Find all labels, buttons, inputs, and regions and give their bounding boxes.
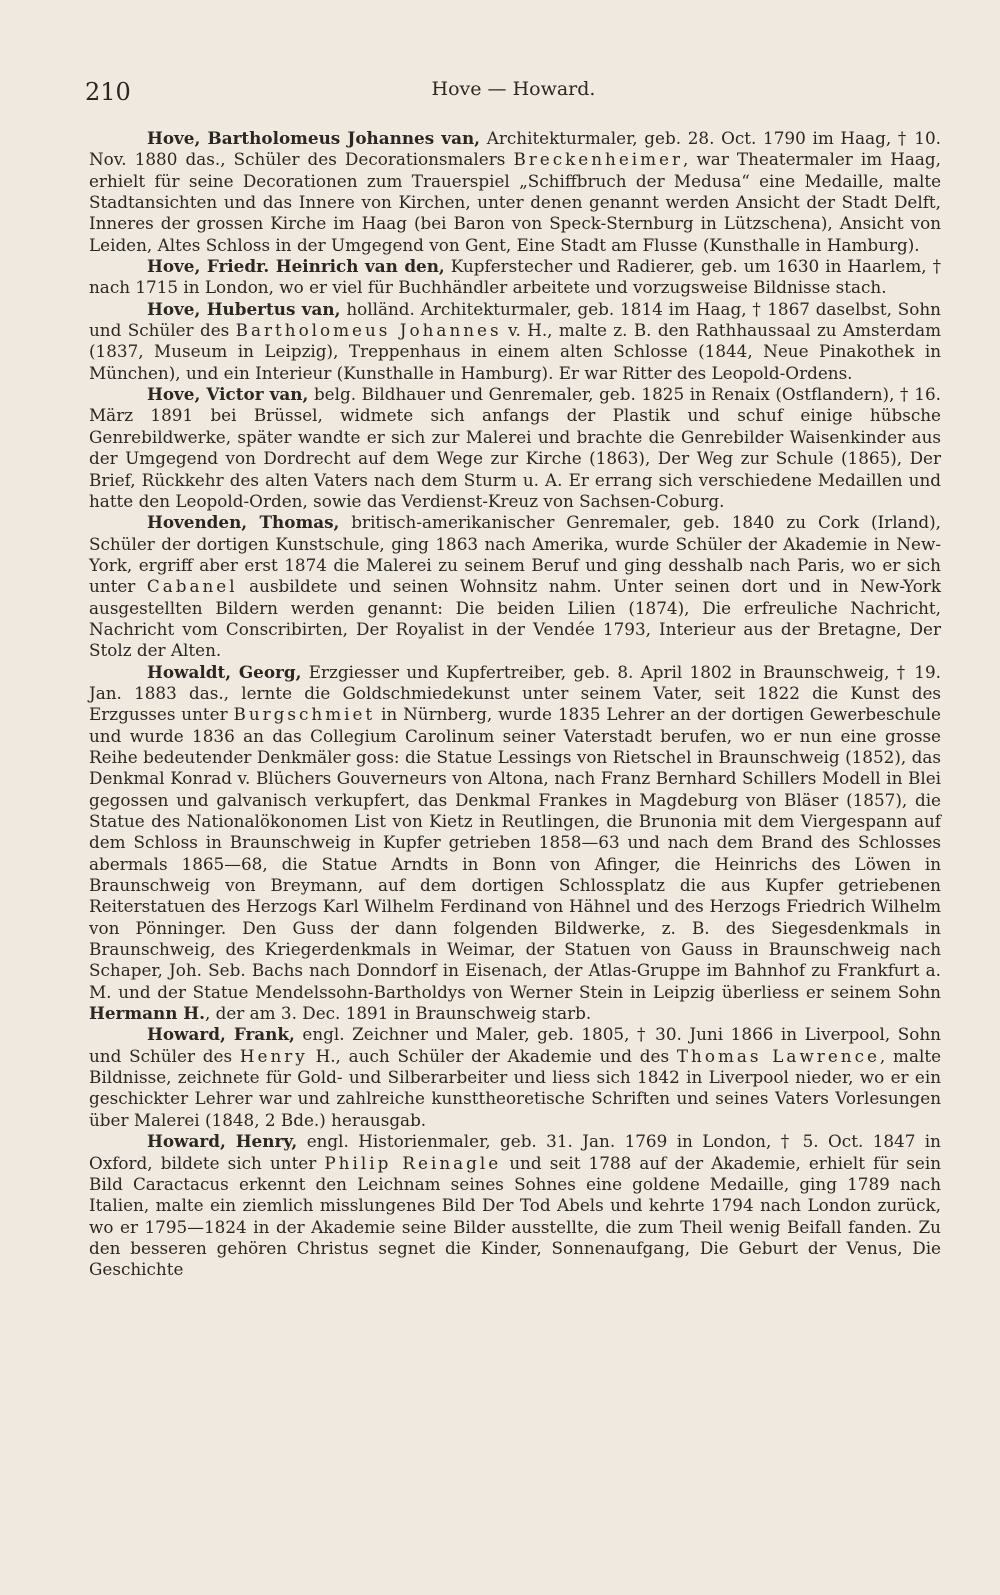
spaced-name: Thomas Lawrence [676,1045,880,1066]
entry-text: britisch-amerikanischer Genremaler, geb. 1840 zu Cork (Irland), Schüler der dortigen Kunstschule, ging 1863 nach Amerika, wurde Schüler der Akademie in New-York, ergriff aber erst 1874 die Malerei zu seinem Beruf und ging desshalb nach Paris, wo er sich unter [89,512,941,597]
entry-text: holländ. Architekturmaler, geb. 1814 im Haag, † 1867 daselbst, Sohn und Schüler des [89,298,941,341]
entry-text: Architekturmaler, geb. 28. Oct. 1790 im Haag, † 10. Nov. 1880 das., Schüler des Decorationsmalers [89,128,941,170]
page-number: 210 [85,78,131,106]
spaced-name: Bartholomeus Johannes [235,320,502,341]
entry-headword: Howard, Henry, [147,1131,298,1152]
entry-headword: Howaldt, Georg, [147,661,302,682]
entry-text: Kupferstecher und Radierer, geb. um 1630 in Haarlem, † nach 1715 in London, wo er viel für Buchhändler arbeitete und vorzugsweise Bildnisse stach. [89,256,941,298]
entry-text: v. H., malte z. B. den Rathhaussaal zu Amsterdam (1837, Museum in Leipzig), Treppenhaus in einem alten Schlosse (1844, Neue Pinakothek in München), und ein Interieur (Kunsthalle in Hamburg). Er war Ritter des Leopold-Ordens. [89,320,941,383]
page-header [85,78,942,108]
spaced-name: Philip Reinagle [324,1152,502,1173]
entry-text: engl. Historienmaler, geb. 31. Jan. 1769 in London, † 5. Oct. 1847 in Oxford, bildete sich unter [89,1131,941,1173]
spaced-name: Henry [239,1045,308,1066]
entry-hovenden-thomas [89,512,941,661]
entry-hove-hubertus [89,299,941,384]
entry-hove-victor [89,384,941,512]
entry-text: Erzgiesser und Kupfertreiber, geb. 8. April 1802 in Braunschweig, † 19. Jan. 1883 das., lernte die Goldschmiedekunst unter seinem Vater, seit 1822 die Kunst des Erzgusses unter [89,661,941,725]
entry-headword: Hove, Friedr. Heinrich van den, [147,256,445,277]
entry-text: , malte Bildnisse, zeichnete für Gold- und Silberarbeiter und liess sich 1842 in Liverpool nieder, wo er ein geschickter Lehrer war und zahlreiche kunsttheoretische Schriften und seines Vaters Vorlesungen über Malerei (1848, 2 Bde.) herausgab. [89,1045,942,1130]
running-head: Hove — Howard. [431,78,596,100]
entry-text: H., auch Schüler der Akademie und des [307,1045,677,1066]
entry-text: in Nürnberg, wurde 1835 Lehrer an der dortigen Gewerbeschule und wurde 1836 an das Collegium Carolinum seiner Vaterstadt berufen, wo er nun eine grosse Reihe bedeutender Denkmäler goss: die Statue Lessings von Rietschel in Braunschweig (1852), das Denkmal Konrad v. Blüchers Gouverneurs von Altona, nach Franz Bernhard Schillers Modell in Blei gegossen und galvanisch verkupfert, das Denkmal Frankes in Magdeburg von Bläser (1857), die Statue des Nationalökonomen List von Kietz in Reutlingen, die Brunonia mit dem Viergespann auf dem Schloss in Braunschweig in Kupfer getrieben 1858—63 und nach dem Brand des Schlosses abermals 1865—68, die Statue Arndts in Bonn von Afinger, die Heinrichs des Löwen in Braunschweig von Breymann, auf dem dortigen Schlossplatz die aus Kupfer getriebenen Reiterstatuen des Herzogs Karl Wilhelm Ferdinand von Hähnel und des Herzogs Friedrich Wilhelm von Pönninger. Den Guss der dann folgenden Bildwerke, z. B. des Siegesdenkmals in Braunschweig, des Kriegerdenkmals in Weimar, der Statuen von Gauss in Braunschweig nach Schaper, Joh. Seb. Bachs nach Donndorf in Eisenach, der Atlas-Gruppe im Bahnhof zu Frankfurt a. M. und der Statue Mendelssohn-Bartholdys von Werner Stein in Leipzig überliess er seinem Sohn [89,704,941,1002]
entry-text: belg. Bildhauer und Genremaler, geb. 1825 in Renaix (Ostflandern), † 16. März 1891 bei Brüssel, widmete sich anfangs der Plastik und schuf einige hübsche Genrebildwerke, später wandte er sich zur Malerei und brachte die Genrebilder Waisenkinder aus der Umgegend von Dordrecht auf dem Wege zur Kirche (1863), Der Weg zur Schule (1865), Der Brief, Rückkehr des alten Vaters nach dem Sturm u. A. Er errang sich verschiedene Medaillen und hatte den Leopold-Orden, sowie das Verdienst-Kreuz von Sachsen-Coburg. [89,384,941,511]
entry-headword: Hove, Hubertus van, [147,298,341,319]
entry-howard-frank [89,1024,941,1131]
entry-howard-henry [89,1131,941,1280]
entry-headword: Hovenden, Thomas, [147,512,340,533]
entry-text: , der am 3. Dec. 1891 in Braunschweig starb. [204,1003,592,1024]
entry-hove-bartholomeus [89,128,941,256]
spaced-name: Burgschmiet [233,704,376,725]
entries-body [89,128,941,1281]
entry-text: und seit 1788 auf der Akademie, erhielt für sein Bild Caractacus erkennt den Leichnam seines Sohnes eine goldene Medaille, ging 1789 nach Italien, malte ein ziemlich misslungenes Bild Der Tod Abels und kehrte 1794 nach London zurück, wo er 1795—1824 in der Akademie seine Bilder ausstellte, die zum Theil wenig Beifall fanden. Zu den besseren gehören Christus segnet die Kinder, Sonnenaufgang, Die Geburt der Venus, Die Geschichte [89,1152,942,1280]
entry-text: ausbildete und seinen Wohnsitz nahm. Unter seinen dort und in New-York ausgestellten Bildern werden genannt: Die beiden Lilien (1874), Die erfreuliche Nachricht, Nachricht vom Conscribirten, Der Royalist in der Vendée 1793, Interieur aus der Bretagne, Der Stolz der Alten. [89,576,941,661]
entry-hove-friedr [89,256,941,299]
bold-name: Hermann H. [89,1003,205,1024]
spaced-name: Cabanel [146,576,238,597]
spaced-name: Breckenheimer [513,149,684,170]
entry-text: engl. Zeichner und Maler, geb. 1805, † 30. Juni 1866 in Liverpool, Sohn und Schüler des [89,1024,941,1066]
entry-howaldt-georg [89,662,941,1025]
entry-headword: Hove, Bartholomeus Johannes van, [147,128,481,148]
entry-headword: Howard, Frank, [147,1024,295,1045]
entry-headword: Hove, Victor van, [147,384,309,405]
entry-text: , war Theatermaler im Haag, erhielt für seine Decorationen zum Trauerspiel „Schiffbruch der Medusa“ eine Medaille, malte Stadtansichten und das Innere von Kirchen, unter denen genannt werden Ansicht der Stadt Delft, Inneres der grossen Kirche im Haag (bei Baron von Speck-Sternburg in Lützschena), Ansicht von Leiden, Altes Schloss in der Umgegend von Gent, Eine Stadt am Flusse (Kunsthalle in Hamburg). [89,149,941,255]
